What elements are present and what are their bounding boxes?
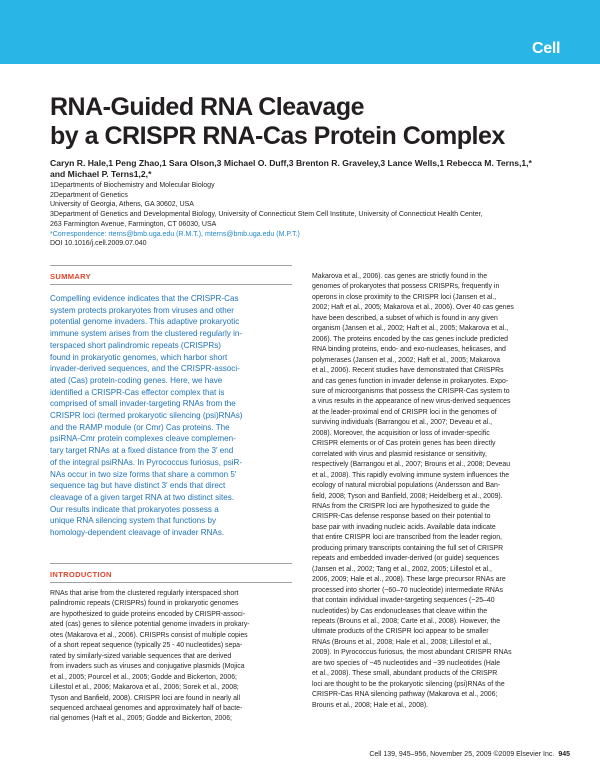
doi-line: DOI 10.1016/j.cell.2009.07.040 bbox=[50, 240, 147, 248]
right-line: et al., 2008). This rapidly evolving immune system influences the bbox=[312, 471, 510, 479]
right-line: RNAs from the CRISPR loci are hypothesized to guide the bbox=[312, 502, 490, 510]
intro-line: ated (cas) genes to silence potential genome invaders in prokary- bbox=[50, 621, 250, 629]
right-line: organism (Jansen et al., 2002; Haft et al., 2005; Makarova et al., bbox=[312, 325, 509, 333]
intro-bottom-rule bbox=[50, 582, 292, 583]
intro-line: otes (Makarova et al., 2006). CRISPRs consist of multiple copies bbox=[50, 631, 248, 639]
summary-line: CRISPR loci (termed prokaryotic silencing (psi)RNAs) bbox=[50, 411, 243, 421]
right-line: polymerases (Jansen et al., 2002; Haft et al., 2005; Makarova bbox=[312, 356, 501, 364]
intro-line: are hypothesized to guide proteins encoded by CRISPR-associ- bbox=[50, 610, 245, 618]
affiliation-line: 3Department of Genetics and Developmental Biology, University of Connecticut Stem Cell Institute, University of Connecticut Health Center, bbox=[50, 211, 483, 219]
right-line: and cas genes function in invader defense in prokaryotes. Expo- bbox=[312, 377, 509, 385]
summary-line: system protects prokaryotes from viruses and other bbox=[50, 305, 234, 315]
summary-line: identified a CRISPR-Cas effector complex that is bbox=[50, 387, 225, 397]
right-line: et al., 2008). These small, abundant products of the CRISPR bbox=[312, 670, 498, 678]
intro-top-rule bbox=[50, 563, 292, 564]
right-line: ecology of natural microbial populations (Andersson and Ban- bbox=[312, 482, 501, 490]
summary-line: tary target RNAs at a fixed distance from the 3′ end bbox=[50, 446, 234, 456]
right-line: nucleotides) by Cas endonucleases that cleave within the bbox=[312, 607, 488, 615]
title-line: by a CRISPR RNA-Cas Protein Complex bbox=[50, 122, 505, 150]
summary-line: Compelling evidence indicates that the CRISPR-Cas bbox=[50, 294, 239, 303]
intro-line: Tyson and Banfield, 2008). CRISPR loci are found in nearly all bbox=[50, 694, 240, 702]
intro-line: rial genomes (Haft et al., 2005; Godde and Bickerton, 2006; bbox=[50, 715, 232, 723]
footer-citation: Cell 139, 945–956, November 25, 2009 ©2009 Elsevier Inc. bbox=[369, 751, 555, 758]
affiliation-line: 263 Farmington Avenue, Farmington, CT 06030, USA bbox=[50, 220, 217, 228]
summary-top-rule bbox=[50, 265, 292, 266]
intro-line: rated by similarly-sized variable sequences that are derived bbox=[50, 652, 232, 660]
right-line: ultimate products of the CRISPR loci appear to be smaller bbox=[312, 628, 489, 636]
right-line: a virus results in the appearance of new virus-derived sequences bbox=[312, 398, 511, 406]
affiliation-line: University of Georgia, Athens, GA 30602, USA bbox=[50, 201, 194, 209]
summary-line: found in prokaryotic genomes, which harbor short bbox=[50, 352, 228, 362]
intro-line: RNAs that arise from the clustered regularly interspaced short bbox=[50, 590, 239, 597]
right-line: field, 2008; Tyson and Banfield, 2008; Heidelberg et al., 2009). bbox=[312, 492, 503, 500]
summary-line: and the RAMP module (or Cmr) Cas proteins. The bbox=[50, 422, 230, 432]
intro-line: of a short repeat sequence (typically 25 - 40 nucleotides) sepa- bbox=[50, 642, 243, 650]
right-line: Makarova et al., 2006). cas genes are strictly found in the bbox=[312, 273, 488, 280]
summary-line: Our results indicate that prokaryotes possess a bbox=[50, 504, 219, 514]
right-line: 2006). The proteins encoded by the cas genes include predicted bbox=[312, 335, 509, 343]
right-line: sure of microorganisms that possess the CRISPR-Cas system to bbox=[312, 387, 510, 395]
intro-line: Lillestol et al., 2006; Makarova et al., 2006; Sorek et al., 2008; bbox=[50, 684, 239, 692]
right-line: (Jansen et al., 2002; Tang et al., 2002, 2005; Lillestol et al., bbox=[312, 565, 492, 573]
summary-line: potential genome invaders. This adaptive prokaryotic bbox=[50, 317, 240, 327]
right-line: are two species of ~45 nucleotides and ~39 nucleotides (Hale bbox=[312, 659, 501, 667]
right-line: that contain individual invader-targeting sequences (~25–40 bbox=[312, 597, 495, 605]
right-line: 2006, 2009; Hale et al., 2008). These large precursor RNAs are bbox=[312, 576, 506, 584]
right-line: respectively (Barrangou et al., 2007; Brouns et al., 2008; Deveau bbox=[312, 461, 511, 469]
author-line: and Michael P. Terns1,2,* bbox=[50, 169, 152, 179]
intro-heading: INTRODUCTION bbox=[50, 570, 112, 579]
right-line: CRISPR elements or of Cas protein genes has been directly bbox=[312, 440, 496, 448]
right-column bbox=[312, 272, 570, 711]
right-line: base pair with invading nucleic acids. Available data indicate bbox=[312, 523, 496, 531]
right-line: et al., 2006). Recent studies have demonstrated that CRISPRs bbox=[312, 367, 504, 375]
intro-line: sequenced archaeal genomes and approximately half of bacte- bbox=[50, 704, 243, 712]
right-line: RNA binding proteins, endo- and exo-nucleases, helicases, and bbox=[312, 346, 506, 354]
summary-text bbox=[50, 293, 296, 539]
summary-line: ated (Cas) protein-coding genes. Here, we have bbox=[50, 375, 223, 385]
summary-line: immune system arises from the clustered regularly in- bbox=[50, 329, 243, 339]
article-title bbox=[50, 93, 570, 151]
summary-line: NAs occur in two size forms that share a common 5′ bbox=[50, 469, 237, 479]
right-line: repeats and embedded invader-derived (or guide) sequences bbox=[312, 555, 499, 563]
right-line: have been described, a subset of which is found in any given bbox=[312, 314, 498, 322]
affiliation-line: 1Departments of Biochemistry and Molecular Biology bbox=[50, 182, 215, 189]
right-line: genomes of prokaryotes that possess CRISPRs, frequently in bbox=[312, 283, 500, 291]
summary-bottom-rule bbox=[50, 284, 292, 285]
right-line: processed into shorter (~60–70 nucleotide) intermediate RNAs bbox=[312, 586, 503, 594]
summary-line: cleavage of a given target RNA at two distinct sites. bbox=[50, 492, 235, 502]
page-footer bbox=[312, 751, 570, 758]
page-number: 945 bbox=[558, 751, 570, 758]
right-line: correlated with virus and plasmid resistance or sensitivity, bbox=[312, 450, 487, 458]
right-line: CRISPR-Cas defense response based on their potential to bbox=[312, 513, 491, 521]
right-line: 2008). Moreover, the acquisition or loss of invader-specific bbox=[312, 429, 490, 437]
right-line: producing primary transcripts containing the full set of CRISPR bbox=[312, 544, 504, 552]
right-line: that entire CRISPR loci are transcribed from the leader region, bbox=[312, 534, 502, 542]
right-line: CRISPR-Cas RNA silencing pathway (Makarova et al., 2006; bbox=[312, 691, 498, 699]
journal-logo: Cell bbox=[532, 40, 561, 57]
intro-column bbox=[50, 589, 296, 725]
intro-line: from invaders such as viruses and conjugative plasmids (Mojica bbox=[50, 663, 245, 671]
affiliations bbox=[50, 181, 570, 249]
title-line: RNA-Guided RNA Cleavage bbox=[50, 93, 365, 121]
summary-line: homology-dependent cleavage of invader RNAs. bbox=[50, 528, 225, 538]
right-line: RNAs (Brouns et al., 2008; Hale et al., 2008; Lillestol et al., bbox=[312, 638, 492, 646]
summary-line: of the integral psiRNAs. In Pyrococcus furiosus, psiR- bbox=[50, 457, 243, 467]
intro-line: et al., 2005; Pourcel et al., 2005; Godde and Bickerton, 2006; bbox=[50, 673, 237, 681]
right-line: Brouns et al., 2008; Hale et al., 2008). bbox=[312, 701, 429, 709]
right-line: at the leader-proximal end of CRISPR loci in the genomes of bbox=[312, 408, 497, 416]
right-line: repeats (Brouns et al., 2008; Carte et al., 2008). However, the bbox=[312, 617, 501, 625]
journal-banner bbox=[0, 0, 600, 64]
summary-line: comprised of small invader-targeting RNAs from the bbox=[50, 399, 236, 409]
summary-line: unique RNA silencing system that functions by bbox=[50, 516, 217, 526]
affiliation-line: 2Department of Genetics bbox=[50, 191, 128, 199]
summary-line: invader-derived sequences, and the CRISPR-associ- bbox=[50, 364, 240, 374]
summary-line: sequence tag but have distinct 3′ ends that direct bbox=[50, 481, 226, 491]
summary-line: terspaced short palindromic repeats (CRISPRs) bbox=[50, 340, 221, 350]
author-line: Caryn R. Hale,1 Peng Zhao,1 Sara Olson,3 Michael O. Duff,3 Brenton R. Graveley,3 Lance Wells,1 Rebecca M. Terns,1,* bbox=[50, 158, 532, 168]
right-line: operons in close proximity to the CRISPR loci (Jansen et al., bbox=[312, 293, 497, 301]
right-line: loci are thought to be the prokaryotic silencing (psi)RNAs of the bbox=[312, 680, 505, 688]
summary-line: psiRNA-Cmr protein complexes cleave complemen- bbox=[50, 434, 236, 444]
summary-heading: SUMMARY bbox=[50, 272, 92, 281]
right-line: 2009). In Pyrococcus furiosus, the most abundant CRISPR RNAs bbox=[312, 649, 512, 657]
intro-line: palindromic repeats (CRISPRs) found in prokaryotic genomes bbox=[50, 600, 239, 608]
correspondence-line[interactable]: *Correspondence: rterns@bmb.uga.edu (R.M.T.), mterns@bmb.uga.edu (M.P.T.) bbox=[50, 230, 300, 238]
right-line: surviving individuals (Barrangou et al., 2007; Deveau et al., bbox=[312, 419, 493, 427]
right-line: 2002; Haft et al., 2005; Makarova et al., 2006). Over 40 cas genes bbox=[312, 304, 514, 312]
author-list bbox=[50, 158, 570, 180]
